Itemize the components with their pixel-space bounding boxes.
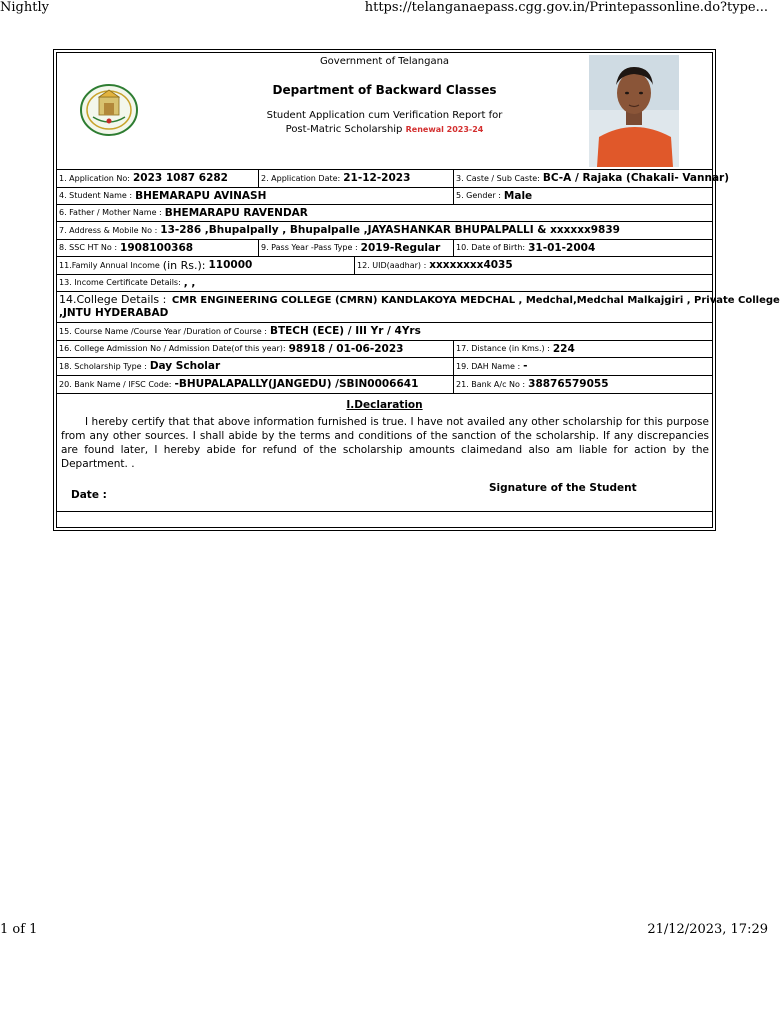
report-header xyxy=(57,53,712,170)
bank-value: -BHUPALAPALLY(JANGEDU) /SBIN0006641 xyxy=(174,378,419,390)
dob-value: 31-01-2004 xyxy=(528,241,596,254)
row-income xyxy=(57,256,712,275)
income-label: 11.Family Annual Income xyxy=(59,260,160,270)
college-value-line2: ,JNTU HYDERABAD xyxy=(59,307,169,319)
student-photo xyxy=(589,55,679,167)
pass-value: 2019-Regular xyxy=(360,241,441,254)
ssc-value: 1908100368 xyxy=(120,241,194,254)
application-date-value: 21-12-2023 xyxy=(343,172,411,184)
row-ssc xyxy=(57,239,712,257)
row-application xyxy=(57,169,730,188)
caste-label: 3. Caste / Sub Caste: xyxy=(456,173,540,183)
scholarship-type-label: 18. Scholarship Type : xyxy=(59,361,147,371)
uid-value: xxxxxxxx4035 xyxy=(429,259,513,271)
row-income-certificate xyxy=(57,274,712,292)
report-document xyxy=(53,49,780,531)
scholarship-type-title: Post-Matric Scholarship xyxy=(285,124,403,135)
application-no-cell xyxy=(57,169,258,187)
row-address xyxy=(57,221,712,240)
income-unit: (in Rs.): xyxy=(162,258,206,272)
college-value-line1: CMR ENGINEERING COLLEGE (CMRN) KANDLAKOYA MEDCHAL , Medchal,Medchal Malkajgiri , Private College xyxy=(171,295,780,306)
caste-value: BC-A / Rajaka (Chakali- Vannar) xyxy=(542,172,730,184)
gender-label: 5. Gender : xyxy=(456,191,501,200)
browser-app-name: Nightly xyxy=(0,0,49,15)
declaration-title: I.Declaration xyxy=(346,399,423,411)
admission-cell xyxy=(57,340,453,357)
caste-cell xyxy=(453,169,730,187)
bank-account-value: 38876579055 xyxy=(528,378,609,390)
distance-value: 224 xyxy=(552,342,575,355)
college-line-1 xyxy=(59,293,780,306)
parent-value: BHEMARAPU RAVENDAR xyxy=(164,206,308,219)
dob-label: 10. Date of Birth: xyxy=(456,243,526,252)
distance-label: 17. Distance (in Kms.) : xyxy=(456,344,550,353)
government-name: Government of Telangana xyxy=(319,56,450,67)
row-scholarship-type xyxy=(57,357,712,376)
admission-label: 16. College Admission No / Admission Date(of this year): xyxy=(59,344,286,353)
student-name-label: 4. Student Name : xyxy=(59,191,133,200)
row-college xyxy=(57,291,780,323)
address-cell xyxy=(57,221,712,239)
page-count: 1 of 1 xyxy=(0,922,38,937)
ssc-cell xyxy=(57,239,258,256)
college-label: 14.College Details : xyxy=(59,293,167,306)
report-subtitle: Student Application cum Verification Report for xyxy=(266,110,503,121)
scholarship-type-value: Day Scholar xyxy=(149,360,221,372)
income-cert-cell xyxy=(57,274,712,291)
college-line-2 xyxy=(59,307,168,319)
parent-label: 6. Father / Mother Name : xyxy=(59,208,162,217)
renewal-badge: Renewal 2023-24 xyxy=(405,125,484,134)
report-frame xyxy=(56,52,780,528)
bank-label: 20. Bank Name / IFSC Code: xyxy=(59,379,172,389)
parent-cell xyxy=(57,204,712,221)
student-name-cell xyxy=(57,187,453,204)
course-cell xyxy=(57,322,712,340)
income-value: 110000 xyxy=(208,259,253,271)
scholarship-type-cell xyxy=(57,357,453,375)
bank-cell xyxy=(57,375,453,393)
gender-value: Male xyxy=(503,189,533,202)
dah-cell xyxy=(453,357,712,375)
declaration-text: I hereby certify that that above information furnished is true. I have not availed any other scholarship for this purpose from any other sources. I shall abide by the terms and conditions of the sanction of the scholarship. If any discrepancies are found later, I hereby abide for refund of the scholarship amounts claimedand also am liable for action by the Department. . xyxy=(61,416,709,470)
pass-label: 9. Pass Year -Pass Type : xyxy=(261,243,358,252)
ssc-label: 8. SSC HT No : xyxy=(59,243,118,252)
distance-cell xyxy=(453,340,712,357)
row-student xyxy=(57,187,712,205)
dah-value: - xyxy=(523,360,528,372)
bottom-divider xyxy=(57,511,712,512)
department-name: Department of Backward Classes xyxy=(272,83,497,97)
income-cert-label: 13. Income Certificate Details: xyxy=(59,278,181,287)
date-label: Date : xyxy=(71,489,107,501)
course-value: BTECH (ECE) / III Yr / 4Yrs xyxy=(269,325,421,337)
application-date-cell xyxy=(258,169,453,187)
browser-url: https://telanganaepass.cgg.gov.in/Printepassonline.do?type... xyxy=(364,0,768,15)
signature-label: Signature of the Student xyxy=(489,482,637,494)
address-value: 13-286 ,Bhupalpally , Bhupalpalle ,JAYASHANKAR BHUPALPALLI & xxxxxx9839 xyxy=(160,224,620,236)
application-date-label: 2. Application Date: xyxy=(261,173,341,183)
admission-value: 98918 / 01-06-2023 xyxy=(288,342,404,355)
gender-cell xyxy=(453,187,712,204)
uid-cell xyxy=(354,256,712,274)
pass-cell xyxy=(258,239,453,256)
income-cert-value: , , xyxy=(183,276,196,289)
row-parent xyxy=(57,204,712,222)
row-bank xyxy=(57,375,712,394)
application-no-label: 1. Application No: xyxy=(59,173,130,183)
print-datetime: 21/12/2023, 17:29 xyxy=(647,922,768,937)
dob-cell xyxy=(453,239,712,256)
uid-label: 12. UID(aadhar) : xyxy=(357,260,427,270)
bank-account-label: 21. Bank A/c No : xyxy=(456,379,526,389)
address-label: 7. Address & Mobile No : xyxy=(59,225,158,235)
course-label: 15. Course Name /Course Year /Duration of Course : xyxy=(59,326,267,336)
student-name-value: BHEMARAPU AVINASH xyxy=(135,189,267,202)
application-no-value: 2023 1087 6282 xyxy=(133,172,228,184)
row-course xyxy=(57,322,712,341)
row-admission xyxy=(57,340,712,358)
bank-account-cell xyxy=(453,375,712,393)
income-cell xyxy=(57,256,354,274)
dah-label: 19. DAH Name : xyxy=(456,361,521,371)
